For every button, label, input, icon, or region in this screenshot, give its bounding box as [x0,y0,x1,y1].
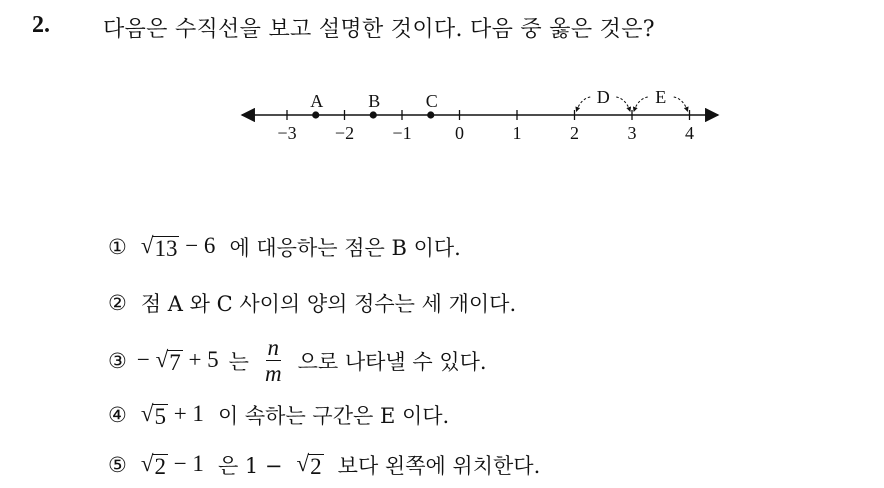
math-term: − 6 [185,232,216,258]
sqrt-expression: √ 7 [155,346,181,375]
sqrt-expression: √ 2 [140,450,166,479]
tick-label: 3 [627,123,637,143]
sqrt-expression: √ 13 [140,232,178,261]
tick-label: −2 [334,123,355,143]
option-2[interactable] [108,288,516,318]
math-term: − 1 [173,450,204,476]
interval-e [634,87,688,111]
option-text: 은 1 − [217,454,283,478]
option-marker: ③ [108,348,127,373]
option-text: 는 [228,349,249,374]
tick-label: 4 [685,123,694,143]
tick-label: −1 [392,123,412,143]
option-text: 에 대응하는 점은 B 이다. [229,236,461,260]
tick-label: 2 [570,123,579,143]
number-line [236,78,726,148]
option-4[interactable] [108,400,449,430]
point-label: B [368,91,381,111]
option-text: 으로 나타낼 수 있다. [297,349,487,374]
option-text: 이 속하는 구간은 E 이다. [217,404,450,428]
question-number: 2. [32,12,50,38]
option-marker: ④ [108,403,127,427]
option-text: 보다 왼쪽에 위치한다. [337,454,541,478]
option-marker: ⑤ [108,453,127,477]
tick-label: 0 [455,123,464,143]
option-text: 점 A 와 C 사이의 양의 정수는 세 개이다. [140,292,517,316]
point-label: C [425,91,438,111]
math-term: + 5 [188,346,219,372]
interval-label: D [596,87,610,107]
sqrt-expression: √ 5 [140,400,166,429]
option-marker: ① [108,235,127,259]
tick-label: −3 [277,123,297,143]
point-label: A [310,91,324,111]
question-text: 다음은 수직선을 보고 설명한 것이다. 다음 중 옳은 것은? [103,17,655,42]
fraction: $\frac{n}{m}$ [264,335,282,387]
interval-label: E [655,87,667,107]
point-c [427,111,434,118]
tick-label: 1 [512,123,522,143]
point-a [312,111,319,118]
option-1[interactable] [108,232,461,262]
option-5[interactable] [108,450,540,480]
math-term: − [136,346,150,372]
interval-d [577,87,631,111]
option-marker: ② [108,291,127,315]
math-term: + 1 [173,400,204,426]
option-3[interactable] [108,335,487,387]
sqrt-expression: √ 2 [296,450,322,479]
point-b [370,111,377,118]
